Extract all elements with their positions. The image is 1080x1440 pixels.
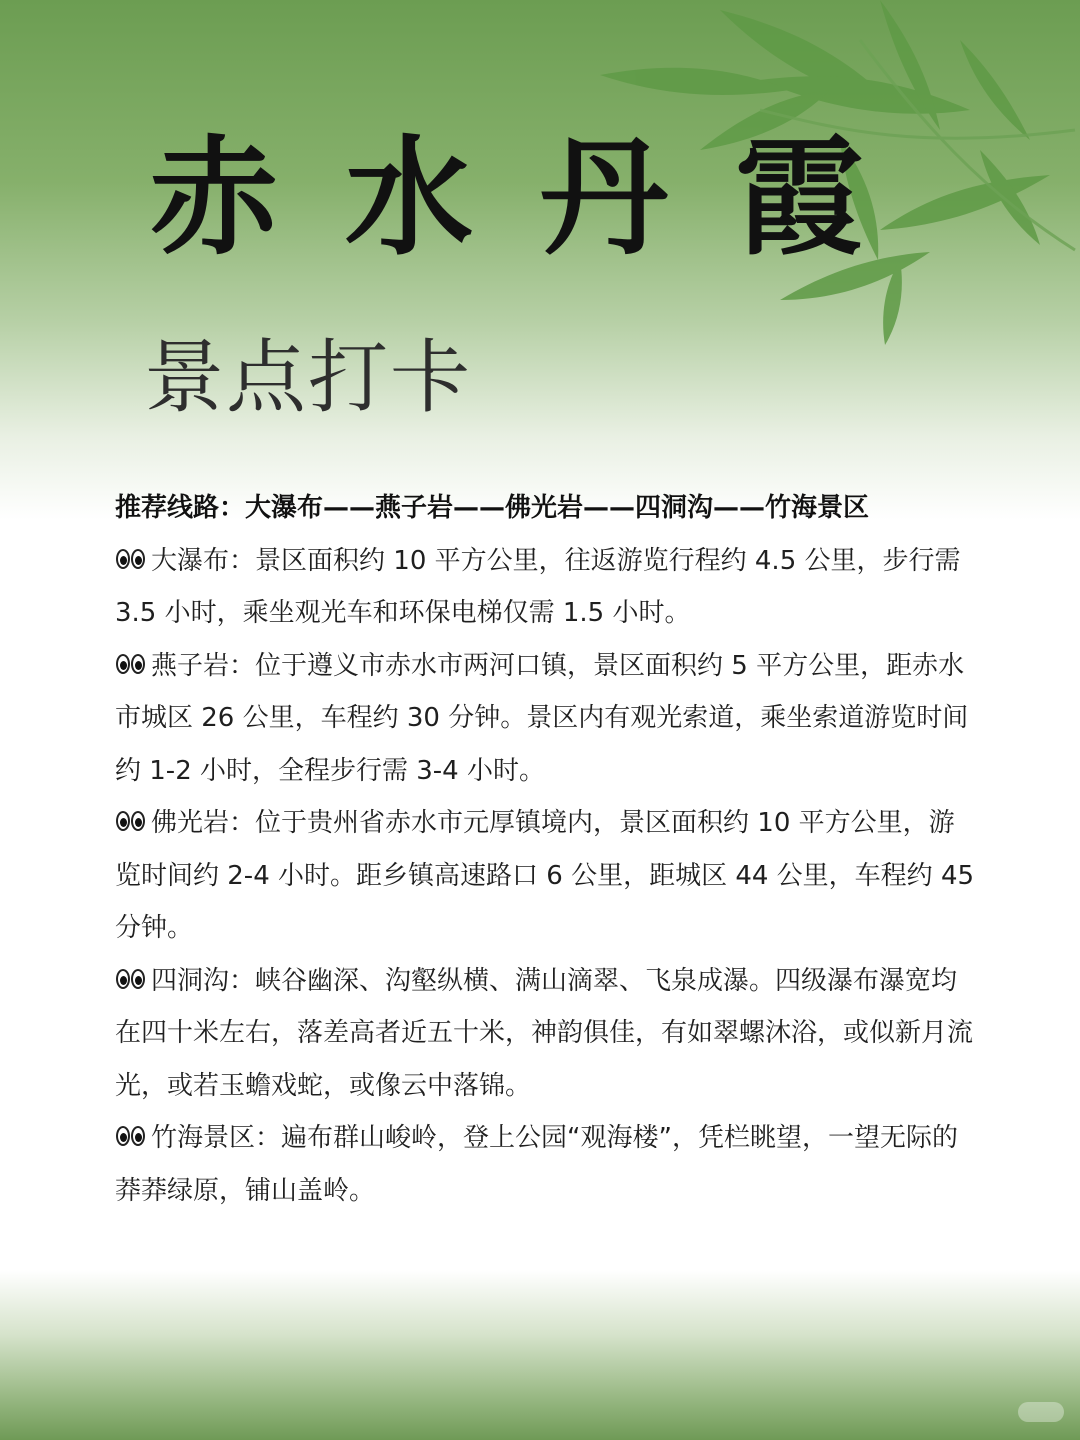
- spot-description: 峡谷幽深、沟壑纵横、满山滴翠、飞泉成瀑。四级瀑布瀑宽均在四十米左右，落差高者近五十米，神韵俱佳，有如翠螺沐浴，或似新月流光，或若玉蟾戏蛇，或像云中落锦。: [115, 965, 974, 1101]
- list-item: [115, 640, 975, 798]
- spot-name: 四洞沟：: [151, 965, 256, 996]
- title-char: 水: [345, 123, 474, 273]
- watermark-logo: [1018, 1402, 1064, 1422]
- title-char: 赤: [150, 123, 279, 273]
- spot-name: 竹海景区：: [151, 1123, 282, 1153]
- spot-description: 景区面积约 10 平方公里，往返游览行程约 4.5 公里，步行需 3.5 小时，乘坐观光车和环保电梯仅需 1.5 小时。: [115, 545, 961, 628]
- list-item: [115, 1112, 975, 1217]
- eyes-icon: [115, 1125, 149, 1149]
- bottom-gradient-background: [0, 1270, 1080, 1440]
- spot-name: 大瀑布：: [151, 545, 256, 576]
- recommended-route: 推荐线路：大瀑布——燕子岩——佛光岩——四洞沟——竹海景区: [115, 493, 870, 523]
- eyes-icon: [115, 653, 149, 677]
- list-item: [115, 797, 975, 955]
- page-title: [150, 118, 930, 278]
- eyes-icon: [115, 968, 149, 992]
- spot-description: 遍布群山峻岭，登上公园“观海楼”，凭栏眺望，一望无际的莽莽绿原，铺山盖岭。: [115, 1123, 958, 1206]
- article-content: [115, 482, 975, 1217]
- list-item: [115, 535, 975, 640]
- spot-description: 位于遵义市赤水市两河口镇，景区面积约 5 平方公里，距赤水市城区 26 公里，车程约 30 分钟。景区内有观光索道，乘坐索道游览时间约 1-2 小时，全程步行需 3-4 小时。: [115, 650, 969, 786]
- list-item: [115, 955, 975, 1113]
- spot-name: 佛光岩：: [151, 808, 256, 838]
- page-subtitle: 景点打卡: [144, 331, 472, 424]
- title-char: 霞: [735, 123, 864, 273]
- eyes-icon: [115, 548, 149, 572]
- spot-name: 燕子岩：: [151, 650, 256, 681]
- eyes-icon: [115, 810, 149, 834]
- title-char: 丹: [540, 123, 669, 273]
- spot-description: 位于贵州省赤水市元厚镇境内，景区面积约 10 平方公里，游览时间约 2-4 小时。距乡镇高速路口 6 公里，距城区 44 公里，车程约 45 分钟。: [115, 808, 975, 943]
